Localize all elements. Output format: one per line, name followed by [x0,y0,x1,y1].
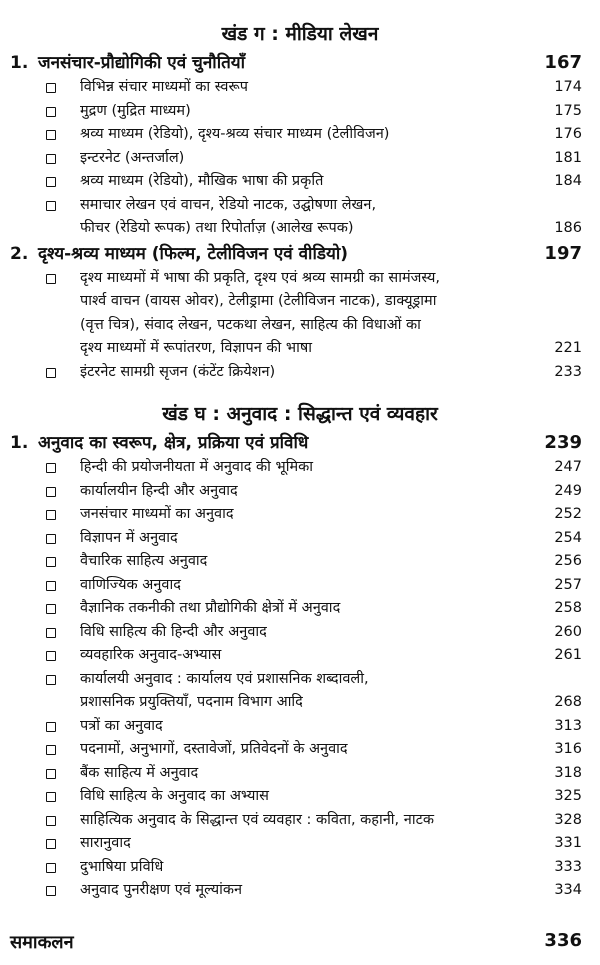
toc-item-text: विभिन्न संचार माध्यमों का स्वरूप [80,79,248,95]
toc-item[interactable] [0,170,600,194]
toc-item[interactable] [0,738,600,762]
toc-item-page-number: 186 [554,220,582,236]
toc-item-text: (वृत्त चित्र), संवाद लेखन, पटकथा लेखन, साहित्य की विधाओं का [80,316,421,333]
toc-item[interactable] [0,879,600,903]
toc-item-page-number: 184 [554,173,582,189]
toc-item-text: विधि साहित्य की हिन्दी और अनुवाद [80,623,267,640]
toc-item[interactable] [0,597,600,621]
checkbox-bullet-icon [46,581,56,591]
checkbox-bullet-icon [46,863,56,873]
checkbox-bullet-icon [46,534,56,544]
chapter-page-number: 239 [544,432,582,453]
chapter-page-number: 197 [544,242,582,264]
chapter-number: 1. [10,53,29,73]
toc-item[interactable] [0,267,600,361]
chapter-number: 1. [10,433,29,453]
toc-item-text: कार्यालयीन हिन्दी और अनुवाद [80,482,238,499]
section-g [0,18,600,384]
toc-item[interactable] [0,456,600,480]
toc-item-page-number: 181 [554,149,582,166]
chapter-title: दृश्य-श्रव्य माध्यम (फिल्म, टेलीविजन एवं वीडियो) [38,243,348,264]
toc-item-page-number: 176 [554,126,582,142]
chapter-title: अनुवाद का स्वरूप, क्षेत्र, प्रक्रिया एवं प्रविधि [38,433,309,453]
topic-list [0,76,600,241]
section-gh [0,398,600,903]
checkbox-bullet-icon [46,201,56,211]
toc-item[interactable] [0,574,600,598]
chapter-entry[interactable] [0,430,600,456]
toc-item-text: समाचार लेखन एवं वाचन, रेडियो नाटक, उद्घोषणा लेखन, [80,196,377,213]
toc-item[interactable] [0,832,600,856]
toc-item-page-number: 331 [554,835,582,851]
toc-item[interactable] [0,644,600,668]
toc-item-page-number: 258 [554,600,582,616]
checkbox-bullet-icon [46,557,56,567]
toc-item[interactable] [0,76,600,100]
toc-item-page-number: 261 [554,647,582,663]
checkbox-bullet-icon [46,510,56,520]
checkbox-bullet-icon [46,816,56,826]
toc-item-page-number: 313 [554,717,582,734]
toc-item-text: दृश्य माध्यमों में रूपांतरण, विज्ञापन की भाषा [80,340,312,356]
toc-item-page-number: 247 [554,459,582,475]
section-heading: खंड ग : मीडिया लेखन [221,23,379,45]
toc-item-text: दुभाषिया प्रविधि [80,858,164,875]
toc-item-text: वाणिज्यिक अनुवाद [80,576,181,593]
toc-item-text: श्रव्य माध्यम (रेडियो), दृश्य-श्रव्य संचार माध्यम (टेलीविजन) [80,126,390,142]
toc-item-page-number: 175 [554,102,582,119]
toc-item-text: जनसंचार माध्यमों का अनुवाद [80,506,234,522]
toc-item-page-number: 256 [554,553,582,569]
toc-item[interactable] [0,503,600,527]
chapter-entry[interactable] [0,241,600,267]
toc-item-text: विधि साहित्य के अनुवाद का अभ्यास [80,788,269,804]
section-heading: खंड घ : अनुवाद : सिद्धान्त एवं व्यवहार [162,403,438,425]
toc-item-text: हिन्दी की प्रयोजनीयता में अनुवाद की भूमिका [80,459,314,475]
checkbox-bullet-icon [46,154,56,164]
toc-item-text: पदनामों, अनुभागों, दस्तावेजों, प्रतिवेदनों के अनुवाद [80,741,348,757]
chapter-entry[interactable] [0,50,600,76]
toc-item-page-number: 252 [554,506,582,522]
toc-item-page-number: 257 [554,576,582,593]
toc-item-page-number: 254 [554,529,582,546]
toc-item-text: इंटरनेट सामग्री सृजन (कंटेंट क्रियेशन) [80,363,276,380]
checkbox-bullet-icon [46,177,56,187]
toc-item-page-number: 328 [554,811,582,828]
checkbox-bullet-icon [46,675,56,685]
toc-item[interactable] [0,480,600,504]
appendix-page-number: 336 [544,930,582,951]
toc-item[interactable] [0,856,600,880]
toc-item-text: पत्रों का अनुवाद [80,717,163,734]
checkbox-bullet-icon [46,604,56,614]
toc-item[interactable] [0,762,600,786]
checkbox-bullet-icon [46,274,56,284]
toc-item-page-number: 325 [554,788,582,804]
topic-list [0,456,600,903]
toc-item-page-number: 316 [554,741,582,757]
toc-item-text: बैंक साहित्य में अनुवाद [80,764,199,781]
toc-item[interactable] [0,668,600,715]
checkbox-bullet-icon [46,839,56,849]
checkbox-bullet-icon [46,130,56,140]
checkbox-bullet-icon [46,368,56,378]
toc-item-text: पार्श्व वाचन (वायस ओवर), टेलीड्रामा (टेलीविजन नाटक), डाक्यूड्रामा [80,293,437,309]
toc-item-page-number: 318 [554,764,582,781]
toc-item-text: सारानुवाद [80,835,131,851]
toc-item[interactable] [0,100,600,124]
checkbox-bullet-icon [46,83,56,93]
toc-item-page-number: 333 [554,858,582,875]
toc-item[interactable] [0,147,600,171]
toc-item-text: श्रव्य माध्यम (रेडियो), मौखिक भाषा की प्रकृति [80,173,324,189]
toc-item-text: इन्टरनेट (अन्तर्जाल) [80,149,185,166]
toc-item[interactable] [0,194,600,241]
toc-item-text: दृश्य माध्यमों में भाषा की प्रकृति, दृश्य एवं श्रव्य सामग्री का सामंजस्य, [80,269,441,286]
toc-item[interactable] [0,621,600,645]
toc-item[interactable] [0,809,600,833]
toc-item[interactable] [0,123,600,147]
appendix-entry[interactable] [0,926,600,956]
toc-item-page-number: 233 [554,363,582,380]
checkbox-bullet-icon [46,886,56,896]
toc-item-text: साहित्यिक अनुवाद के सिद्धान्त एवं व्यवहार : कविता, कहानी, नाटक [80,811,435,828]
toc-item-page-number: 334 [554,882,582,898]
toc-item-text: वैज्ञानिक तकनीकी तथा प्रौद्योगिकी क्षेत्रों में अनुवाद [80,600,341,616]
toc-item-page-number: 174 [554,79,582,95]
checkbox-bullet-icon [46,651,56,661]
appendix-title: समाकलन [10,932,74,953]
checkbox-bullet-icon [46,628,56,638]
toc-item-text: अनुवाद पुनरीक्षण एवं मूल्यांकन [80,882,243,898]
chapter-number: 2. [10,243,29,264]
checkbox-bullet-icon [46,107,56,117]
checkbox-bullet-icon [46,463,56,473]
checkbox-bullet-icon [46,722,56,732]
toc-item-text: विज्ञापन में अनुवाद [80,529,178,546]
toc-item[interactable] [0,550,600,574]
toc-item-page-number: 249 [554,482,582,499]
toc-item-page-number: 260 [554,623,582,640]
toc-item-text: फीचर (रेडियो रूपक) तथा रिपोर्ताज़ (आलेख रूपक) [80,220,354,236]
topic-list [0,267,600,385]
chapter-title: जनसंचार-प्रौद्योगिकी एवं चुनौतियाँ [38,53,246,73]
chapter-page-number: 167 [544,52,582,73]
toc-item[interactable] [0,715,600,739]
toc-item-page-number: 268 [554,694,582,710]
toc-item-text: प्रशासनिक प्रयुक्तियाँ, पदनाम विभाग आदि [80,694,303,710]
toc-item-text: व्यवहारिक अनुवाद-अभ्यास [80,647,222,663]
toc-item[interactable] [0,785,600,809]
toc-item-text: कार्यालयी अनुवाद : कार्यालय एवं प्रशासनिक शब्दावली, [80,670,369,687]
checkbox-bullet-icon [46,487,56,497]
toc-item-text: वैचारिक साहित्य अनुवाद [80,553,208,569]
checkbox-bullet-icon [46,769,56,779]
checkbox-bullet-icon [46,745,56,755]
checkbox-bullet-icon [46,792,56,802]
toc-item[interactable] [0,361,600,385]
toc-item-text: मुद्रण (मुद्रित माध्यम) [80,102,191,119]
toc-item[interactable] [0,527,600,551]
toc-item-page-number: 221 [554,340,582,356]
